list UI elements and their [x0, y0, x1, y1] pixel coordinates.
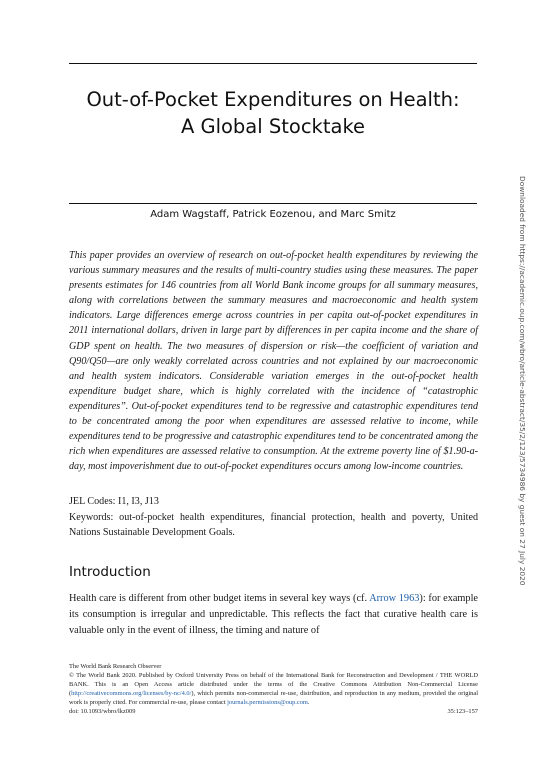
- page-range: 35:123–157: [447, 708, 478, 715]
- article-title: [69, 86, 477, 140]
- title-line-2: A Global Stocktake: [180, 115, 366, 138]
- top-rule: [69, 63, 477, 64]
- download-note: [517, 176, 527, 586]
- doi-line: [69, 707, 478, 716]
- keywords: Keywords: out-of-pocket health expenditures, financial protection, health and poverty, United Nations Sustainable Development Goals.: [69, 512, 478, 539]
- abstract: [69, 248, 478, 474]
- journal-name: The World Bank Research Observer: [69, 663, 162, 670]
- copyright-notice: © The World Bank 2020. Published by Oxford University Press on behalf of the International Bank for Reconstruction and Development / THE WORLD BANK. This is an Open Access article distributed under the terms of the Creative Commons Attribution Non-Commercial License (http://creativecommons.org/licenses/by-nc/4.0/), which permits non-commercial re-use, distribution, and reproduction in any medium, provided the original work is properly cited. For commercial re-use, please contact journals.permissions@oup.com.: [69, 672, 478, 706]
- section-heading-introduction: Introduction: [69, 564, 151, 580]
- jel-codes: JEL Codes: I1, I3, J13: [69, 496, 159, 507]
- license-link[interactable]: http://creativecommons.org/licenses/by-nc/4.0/: [71, 690, 192, 697]
- intro-text-start: Health care is different from other budget items in several key ways (cf.: [69, 593, 370, 604]
- title-line-1: Out-of-Pocket Expenditures on Health:: [86, 88, 460, 111]
- doi: doi: 10.1093/wbro/lkz009: [69, 708, 136, 715]
- author-rule: [69, 203, 477, 204]
- intro-text-rest: ): for example its consumption is irregular and unpredictable. This reflects the fact that curative health care is valuable only in the event of illness, the timing and nature of: [69, 593, 478, 636]
- author-list: Adam Wagstaff, Patrick Eozenou, and Marc Smitz: [150, 209, 396, 220]
- abstract-text: This paper provides an overview of research on out-of-pocket health expenditures by reviewing the various summary measures and the results of multi-country studies using these measures. The paper presents estimates for 146 countries from all World Bank income groups for all summary measures, along with correlations between the summary measures and macroeconomic and health system indicators. Large differences emerge across countries in per capita out-of-pocket expenditures in 2011 international dollars, driven in large part by differences in per capita income and the share of GDP spent on health. The two measures of dispersion or risk—the coefficient of variation and Q90/Q50—are only weakly correlated across countries and not explained by our macroeconomic and health system indicators. Considerable variation emerges in the out-of-pocket health expenditure budget share, which is highly correlated with the incidence of “catastrophic expenditures”. Out-of-pocket expenditures tend to be regressive and catastrophic expenditures tend to be concentrated among the poor when expenditures are assessed relative to income, while expenditures tend to be progressive and catastrophic expenditures tend to be concentrated among the rich when expenditures are assessed relative to consumption. At the extreme poverty line of $1.90-a-day, most impoverishment due to out-of-pocket expenditures occurs among low-income countries.: [69, 250, 478, 473]
- download-note-text: Downloaded from https://academic.oup.com/wbro/article-abstract/35/2/123/5734986 by guest on 27 July 2020: [518, 176, 527, 586]
- permissions-email-link[interactable]: journals.permissions@oup.com: [227, 699, 308, 706]
- citation-link-arrow-1963[interactable]: Arrow 1963: [369, 593, 420, 604]
- page-footer: [69, 662, 478, 716]
- introduction-paragraph: [69, 591, 478, 639]
